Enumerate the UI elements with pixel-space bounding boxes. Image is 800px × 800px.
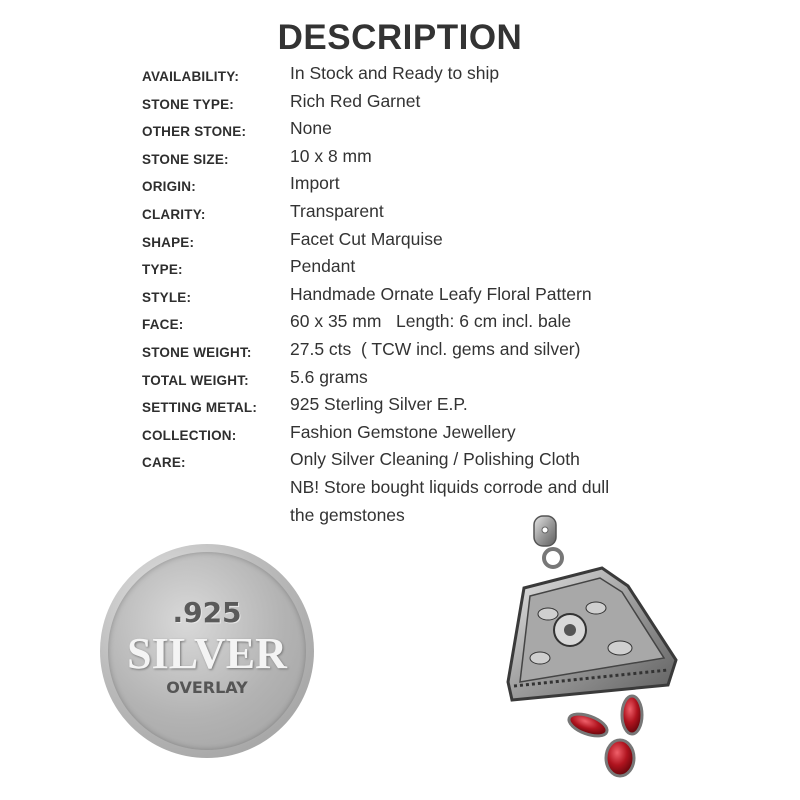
care-note-row	[142, 476, 762, 504]
garnet-stones	[566, 696, 642, 776]
badge-purity-text: .925	[172, 596, 242, 629]
spec-label: STONE WEIGHT:	[142, 344, 252, 360]
spec-value: Import	[290, 173, 340, 194]
spec-row-face	[142, 310, 762, 338]
spec-row-shape	[142, 228, 762, 256]
page-title: DESCRIPTION	[277, 18, 523, 57]
spec-label: FACE:	[142, 317, 184, 333]
spec-label: ORIGIN:	[142, 179, 196, 195]
spec-value: 10 x 8 mm	[290, 145, 372, 166]
spec-label: COLLECTION:	[142, 427, 237, 443]
care-note-line: the gemstones	[290, 504, 405, 525]
spec-row-other-stone	[142, 117, 762, 145]
care-note-line: NB! Store bought liquids corrode and dull	[290, 476, 610, 497]
spec-label: CLARITY:	[142, 206, 206, 222]
spec-value: Fashion Gemstone Jewellery	[290, 421, 516, 442]
pendant-image	[500, 510, 690, 790]
spec-value: 27.5 cts ( TCW incl. gems and silver)	[290, 338, 581, 359]
spec-label: STONE SIZE:	[142, 151, 229, 167]
spec-value: Transparent	[290, 200, 384, 221]
silver-overlay-badge	[100, 544, 314, 758]
spec-row-origin	[142, 172, 762, 200]
badge-silver-text: SILVER	[127, 629, 287, 678]
spec-value: Facet Cut Marquise	[290, 228, 443, 249]
spec-row-stone-weight	[142, 338, 762, 366]
spec-value: In Stock and Ready to ship	[290, 63, 500, 83]
spec-row-clarity	[142, 200, 762, 228]
spec-row-stone-size	[142, 145, 762, 173]
spec-label: TYPE:	[142, 262, 183, 278]
spec-value: 60 x 35 mm Length: 6 cm incl. bale	[290, 311, 572, 332]
spec-list	[142, 62, 762, 531]
spec-label: STONE TYPE:	[142, 96, 234, 112]
spec-row-style	[142, 283, 762, 311]
spec-row-total-weight	[142, 366, 762, 394]
spec-row-stone-type	[142, 90, 762, 118]
spec-label: SETTING METAL:	[142, 400, 258, 416]
spec-row-care	[142, 448, 762, 476]
spec-row-collection	[142, 421, 762, 449]
spec-row-setting-metal	[142, 393, 762, 421]
spec-value: None	[290, 118, 332, 139]
spec-value: 5.6 grams	[290, 366, 368, 387]
spec-label: AVAILABILITY:	[142, 69, 240, 84]
spec-value: Rich Red Garnet	[290, 90, 421, 111]
spec-row-type	[142, 255, 762, 283]
spec-label: TOTAL WEIGHT:	[142, 372, 249, 388]
spec-value: 925 Sterling Silver E.P.	[290, 394, 468, 415]
spec-value: Only Silver Cleaning / Polishing Cloth	[290, 449, 580, 470]
spec-label: STYLE:	[142, 289, 192, 305]
spec-label: SHAPE:	[142, 234, 195, 250]
spec-row-availability	[142, 62, 762, 90]
spec-value: Pendant	[290, 256, 356, 277]
spec-value: Handmade Ornate Leafy Floral Pattern	[290, 283, 592, 304]
badge-overlay-text: OVERLAY	[166, 678, 248, 697]
pendant-plate	[508, 568, 676, 700]
spec-label: OTHER STONE:	[142, 124, 247, 140]
spec-label: CARE:	[142, 455, 186, 471]
pendant-bale	[534, 516, 562, 567]
